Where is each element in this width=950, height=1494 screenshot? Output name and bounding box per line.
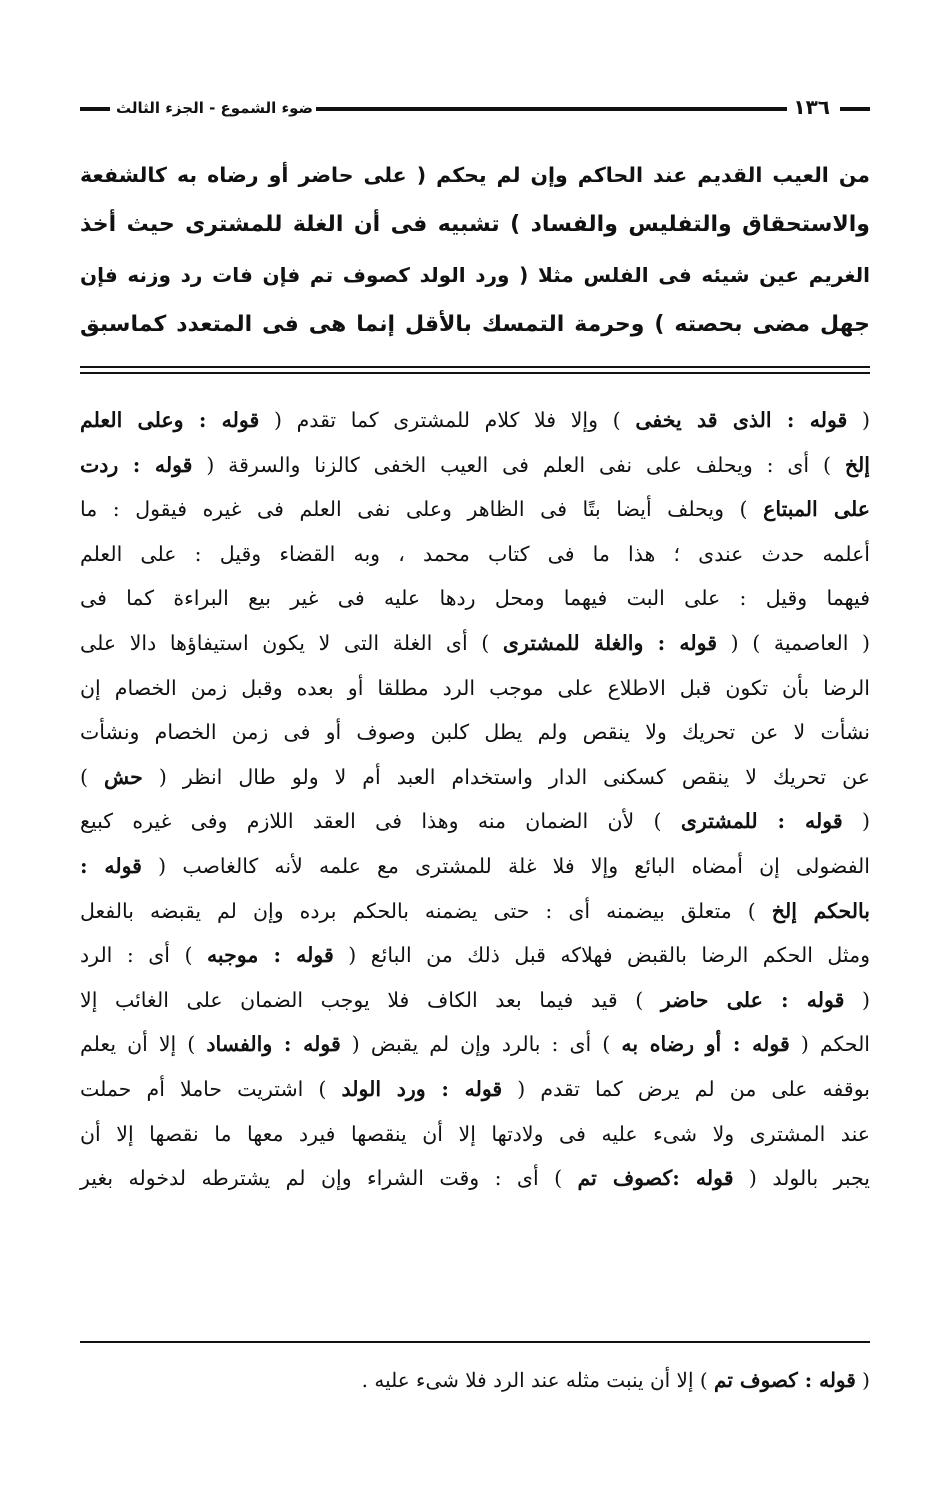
commentary-heading: إلخ	[844, 452, 871, 477]
commentary-heading: على المبتاع	[763, 497, 870, 522]
main-text-line: الغريم عين شيئه فى الفلس مثلا ( ورد الولد كصوف تم فإن فات رد وزنه فإن	[80, 263, 870, 287]
commentary-heading: قوله : ورد الولد	[341, 1076, 503, 1101]
commentary-line	[80, 666, 870, 711]
commentary-heading: قوله :كصوف تم	[577, 1166, 734, 1191]
commentary-segment: ) اشتريت حاملا أم حملت	[80, 1076, 342, 1101]
commentary-line	[80, 487, 870, 532]
commentary-line	[80, 621, 870, 666]
commentary-line	[80, 755, 870, 800]
commentary-text	[80, 398, 870, 1201]
commentary-line	[80, 1112, 870, 1157]
commentary-heading: بالحكم إلخ	[771, 898, 870, 923]
commentary-line	[80, 532, 870, 577]
commentary-line	[80, 1067, 870, 1112]
commentary-segment: ) أى : بالرد وإن لم يقبض (	[340, 1032, 622, 1057]
commentary-segment: (	[842, 809, 870, 834]
book-title: ضوء الشموع - الجزء الثالث	[116, 99, 314, 117]
commentary-segment: فيهما وقيل : على البت فيهما ومحل ردها عليه فى غير بيع البراءة كما فى	[80, 586, 870, 611]
commentary-line	[80, 799, 870, 844]
commentary-segment: ) ويحلف أيضا بتًا فى الظاهر وعلى نفى العلم فى غيره فيقول : ما	[80, 497, 764, 522]
footnote-label: قوله : كصوف تم	[714, 1368, 856, 1392]
header-dash-left	[80, 107, 110, 111]
commentary-heading: قوله : والغلة للمشترى	[502, 630, 718, 655]
commentary-line	[80, 978, 870, 1023]
header-dash-right	[840, 107, 870, 111]
footnote-rule	[80, 1341, 870, 1343]
commentary-line	[80, 1022, 870, 1067]
commentary-segment: بوقفه على من لم يرض كما تقدم (	[502, 1076, 870, 1101]
commentary-heading: قوله : موجبه	[206, 943, 334, 968]
commentary-segment: الحكم (	[789, 1032, 871, 1057]
commentary-heading: قوله : الذى قد يخفى	[635, 408, 848, 432]
commentary-segment: (	[847, 408, 870, 432]
commentary-segment: ) قيد فيما بعد الكاف فلا يوجب الضمان على الغائب إلا	[80, 987, 661, 1012]
commentary-line	[80, 844, 870, 889]
commentary-heading: قوله :	[80, 853, 142, 878]
commentary-segment: يجبر بالولد (	[733, 1166, 871, 1191]
commentary-heading: قوله : على حاضر	[660, 987, 845, 1012]
commentary-line	[80, 576, 870, 621]
commentary-segment: )	[80, 764, 105, 789]
commentary-segment: ) أى الغلة التى لا يكون استيفاؤها دالا على	[80, 630, 503, 655]
commentary-segment: ومثل الحكم الرضا بالقبض فهلاكه قبل ذلك من البائع (	[333, 943, 870, 968]
main-text-line: والاستحقاق والتفليس والفساد ) تشبيه فى أن الغلة للمشترى حيث أخذ	[80, 212, 870, 237]
footnote	[80, 1360, 870, 1400]
commentary-segment: عن تحريك لا ينقص كسكنى الدار واستخدام العبد أم لا ولو طال انظر (	[142, 764, 870, 789]
commentary-heading: قوله : وعلى العلم	[80, 408, 260, 432]
page-header	[80, 92, 870, 122]
commentary-line	[80, 933, 870, 978]
main-text	[80, 150, 870, 350]
commentary-segment: نشأت لا عن تحريك ولا ينقص ولم يطل كلبن وصوف أو فى زمن الخصام ونشأت	[80, 720, 870, 745]
commentary-segment: (	[844, 987, 871, 1012]
commentary-heading: حش	[104, 764, 143, 789]
main-text-line: من العيب القديم عند الحاكم وإن لم يحكم ( على حاضر أو رضاه به كالشفعة	[80, 163, 870, 187]
commentary-segment: الفضولى إن أمضاه البائع وإلا فلا غلة للمشترى مع علمه لأنه كالغاصب (	[142, 853, 870, 878]
header-rule	[316, 107, 792, 111]
commentary-segment: عند المشترى ولا شىء عليه فى ولادتها إلا أن ينقصها فيرد معها ما نقصها إلا أن	[80, 1121, 870, 1146]
commentary-heading: قوله : للمشترى	[680, 809, 843, 834]
commentary-heading: قوله : ردت	[80, 452, 193, 477]
commentary-segment: أعلمه حدث عندى ؛ هذا ما فى كتاب محمد ، وبه القضاء وقيل : على العلم	[80, 541, 870, 566]
main-text-line: جهل مضى بحصته ) وحرمة التمسك بالأقل إنما هى فى المتعدد كماسبق	[80, 312, 870, 337]
commentary-segment: ( العاصمية ) (	[717, 630, 870, 655]
commentary-segment: ) وإلا فلا كلام للمشترى كما تقدم (	[259, 408, 636, 432]
commentary-line	[80, 443, 870, 488]
commentary-line	[80, 889, 870, 934]
commentary-segment: ) أى : ويحلف على نفى العلم فى العيب الخفى كالزنا والسرقة (	[192, 452, 845, 477]
commentary-segment: ) أى : الرد	[80, 943, 207, 968]
commentary-heading: قوله : والفساد	[206, 1032, 341, 1057]
commentary-segment: ) إلا أن يعلم	[80, 1032, 207, 1057]
commentary-line	[80, 710, 870, 755]
commentary-heading: قوله : أو رضاه به	[621, 1032, 790, 1057]
page-number: ١٣٦	[787, 92, 836, 122]
footnote-text: ) إلا أن ينبت مثله عند الرد فلا شىء عليه .	[361, 1368, 715, 1392]
commentary-segment: ) لأن الضمان منه وهذا فى العقد اللازم وفى غيره كبيع	[80, 809, 681, 834]
commentary-segment: ) متعلق بيضمنه أى : حتى يضمنه بالحكم برده وإن لم يقبضه بالفعل	[80, 898, 772, 923]
double-rule-separator	[80, 366, 870, 374]
commentary-segment: ) أى : وقت الشراء وإن لم يشترطه لدخوله بغير	[80, 1166, 578, 1191]
commentary-line	[80, 1156, 870, 1201]
commentary-segment: الرضا بأن تكون قبل الاطلاع على موجب الرد مطلقا أو بعده وقبل زمن الخصام إن	[80, 675, 870, 700]
commentary-line	[80, 398, 870, 443]
footnote-open-paren: (	[855, 1368, 870, 1392]
